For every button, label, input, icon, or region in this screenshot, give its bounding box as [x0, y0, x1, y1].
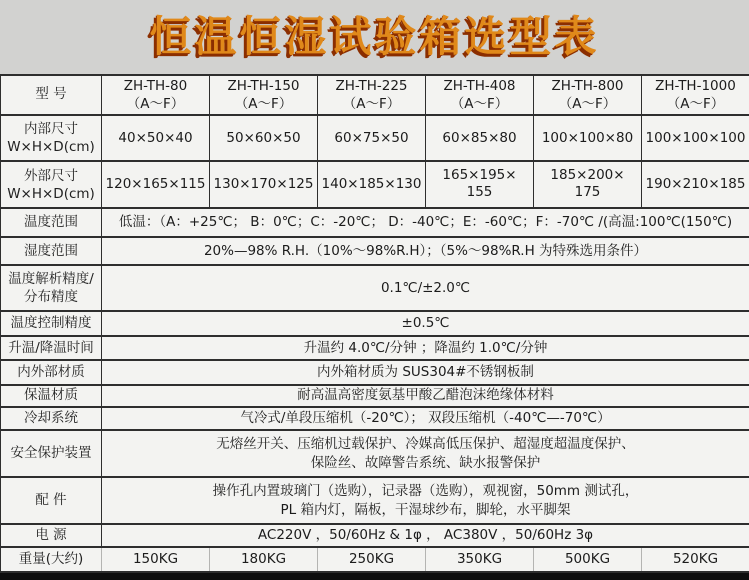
cooling-value: 气冷式/单段压缩机（-20℃）； 双段压缩机（-40℃—-70℃） [102, 407, 749, 430]
outer-dim-cell: 140×185×130 [318, 161, 426, 208]
inner-dim-cell: 40×50×40 [102, 115, 210, 161]
outer-dim-label-line1: 外部尺寸 [3, 167, 99, 185]
safety-value-line2: 保险丝、故障警告系统、缺水报警保护 [104, 454, 747, 472]
model-name: ZH-TH-1000 [644, 77, 747, 95]
power-value: AC220V ，50/60Hz & 1φ ， AC380V ，50/60Hz 3φ [102, 524, 749, 547]
outer-dim-cell [534, 161, 642, 208]
model-cell [534, 75, 642, 115]
inner-dim-cell: 100×100×100 [642, 115, 749, 161]
row-label-accessories: 配 件 [1, 477, 102, 524]
ramp-time-value: 升温约 4.0℃/分钟 ；降温约 1.0℃/分钟 [102, 336, 749, 360]
weight-cell: 520KG [642, 547, 749, 572]
row-outer-dims [1, 161, 749, 208]
model-name: ZH-TH-150 [212, 77, 315, 95]
row-label-power: 电 源 [1, 524, 102, 547]
row-label-inner-dims [1, 115, 102, 161]
inner-dim-label-line1: 内部尺寸 [3, 120, 99, 138]
row-label-ramp-time: 升温/降温时间 [1, 336, 102, 360]
model-variant: （A～F） [428, 95, 531, 113]
row-label-weight: 重量(大约) [1, 547, 102, 572]
outer-dim-value: 165×195×155 [439, 167, 521, 202]
model-variant: （A～F） [212, 95, 315, 113]
model-variant: （A～F） [104, 95, 207, 113]
weight-cell: 150KG [102, 547, 210, 572]
model-variant: （A～F） [536, 95, 639, 113]
inner-dim-label-line2: W×H×D(cm) [3, 138, 99, 156]
safety-value [102, 430, 749, 477]
temp-resolution-label-line2: 分布精度 [3, 288, 99, 306]
model-cell [426, 75, 534, 115]
row-safety [1, 430, 749, 477]
outer-dim-cell: 130×170×125 [210, 161, 318, 208]
page-title: 恒温恒湿试验箱选型表 [0, 0, 749, 74]
row-material [1, 360, 749, 385]
temp-resolution-value: 0.1℃/±2.0℃ [102, 265, 749, 311]
row-label-humidity-range: 湿度范围 [1, 237, 102, 265]
inner-dim-cell: 60×75×50 [318, 115, 426, 161]
outer-dim-cell [426, 161, 534, 208]
inner-dim-cell: 100×100×80 [534, 115, 642, 161]
row-accessories [1, 477, 749, 524]
outer-dim-cell: 120×165×115 [102, 161, 210, 208]
row-inner-dims [1, 115, 749, 161]
row-model [1, 75, 749, 115]
row-label-cooling: 冷却系统 [1, 407, 102, 430]
outer-dim-value: 185×200×175 [547, 167, 629, 202]
temp-control-value: ±0.5℃ [102, 311, 749, 336]
row-temp-resolution [1, 265, 749, 311]
model-cell [318, 75, 426, 115]
model-variant: （A～F） [644, 95, 747, 113]
temp-range-value: 低温：（A：+25℃； B：0℃；C：-20℃； D：-40℃；E：-60℃；F：-70℃ /(高温:100℃(150℃) [102, 208, 749, 237]
weight-cell: 350KG [426, 547, 534, 572]
safety-value-line1: 无熔丝开关、压缩机过载保护、冷媒高低压保护、超湿度超温度保护、 [104, 435, 747, 453]
weight-cell: 250KG [318, 547, 426, 572]
weight-cell: 180KG [210, 547, 318, 572]
row-temp-range [1, 208, 749, 237]
row-label-outer-dims [1, 161, 102, 208]
accessories-value [102, 477, 749, 524]
spec-table [0, 74, 749, 573]
outer-dim-label-line2: W×H×D(cm) [3, 185, 99, 203]
model-name: ZH-TH-800 [536, 77, 639, 95]
row-label-temp-control: 温度控制精度 [1, 311, 102, 336]
inner-dim-cell: 60×85×80 [426, 115, 534, 161]
model-variant: （A～F） [320, 95, 423, 113]
row-humidity-range [1, 237, 749, 265]
row-label-temp-resolution [1, 265, 102, 311]
row-insulation [1, 385, 749, 407]
row-power [1, 524, 749, 547]
model-cell [642, 75, 749, 115]
row-ramp-time [1, 336, 749, 360]
outer-dim-cell: 190×210×185 [642, 161, 749, 208]
model-cell [102, 75, 210, 115]
humidity-range-value: 20%—98% R.H.（10%～98%R.H）；（5%～98%R.H 为特殊选用条件） [102, 237, 749, 265]
inner-dim-cell: 50×60×50 [210, 115, 318, 161]
model-name: ZH-TH-225 [320, 77, 423, 95]
model-name: ZH-TH-408 [428, 77, 531, 95]
accessories-value-line1: 操作孔内置玻璃门（选购），记录器（选购），观视窗，50mm 测试孔， [104, 482, 747, 500]
row-label-temp-range: 温度范围 [1, 208, 102, 237]
row-label-insulation: 保温材质 [1, 385, 102, 407]
row-weight [1, 547, 749, 572]
row-label-material: 内外部材质 [1, 360, 102, 385]
row-label-model: 型 号 [1, 75, 102, 115]
temp-resolution-label-line1: 温度解析精度/ [3, 270, 99, 288]
row-cooling [1, 407, 749, 430]
material-value: 内外箱材质为 SUS304#不锈钢板制 [102, 360, 749, 385]
row-temp-control [1, 311, 749, 336]
row-label-safety: 安全保护装置 [1, 430, 102, 477]
weight-cell: 500KG [534, 547, 642, 572]
insulation-value: 耐高温高密度氨基甲酸乙醋泡沫绝缘体材料 [102, 385, 749, 407]
accessories-value-line2: PL 箱内灯，隔板，干湿球纱布，脚轮，水平脚架 [104, 501, 747, 519]
model-name: ZH-TH-80 [104, 77, 207, 95]
model-cell [210, 75, 318, 115]
